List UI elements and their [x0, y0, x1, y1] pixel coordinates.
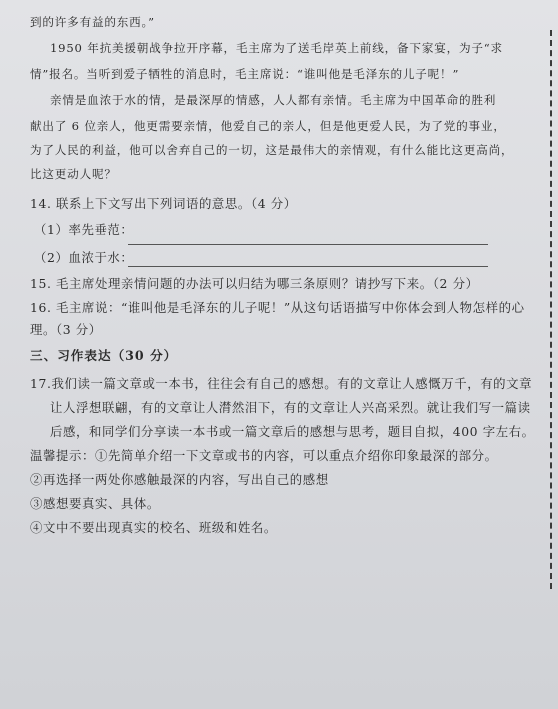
question-14-item-1: （1）率先垂范： — [34, 222, 134, 237]
section-3-heading: 三、习作表达（30 分） — [30, 348, 178, 363]
passage-line-5: 献出了 6 位亲人，他更需要亲情，他爱自己的亲人，但是他更爱人民，为了党的事业， — [30, 119, 506, 133]
passage-line-4: 亲情是血浓于水的情，是最深厚的情感，人人都有亲情。毛主席为中国革命的胜利 — [50, 93, 497, 107]
passage-line-7: 比这更动人呢？ — [30, 167, 117, 181]
question-17-line-2: 让人浮想联翩，有的文章让人潸然泪下，有的文章让人兴高采烈。就让我们写一篇读 — [50, 400, 531, 415]
tip-4: ④文中不要出现真实的校名、班级和姓名。 — [30, 520, 277, 535]
answer-blank-14-2[interactable] — [128, 266, 488, 267]
question-17-line-3: 后感，和同学们分享读一本书或一篇文章后的感想与思考，题目自拟，400 字左右。 — [50, 424, 535, 439]
passage-line-1: 到的许多有益的东西。” — [30, 15, 155, 29]
answer-blank-14-1[interactable] — [128, 244, 488, 245]
question-14: 14. 联系上下文写出下列词语的意思。（4 分） — [30, 196, 297, 211]
tip-2: ②再选择一两处你感触最深的内容，写出自己的感想 — [30, 472, 329, 487]
binding-margin-line — [550, 30, 552, 589]
passage-line-2: 1950 年抗美援朝战争拉开序幕，毛主席为了送毛岸英上前线，备下家宴，为子“求 — [50, 41, 503, 55]
question-17-line-1: 17.我们读一篇文章或一本书，往往会有自己的感想。有的文章让人感慨万千，有的文章 — [30, 376, 533, 391]
tip-intro: 温馨提示：①先简单介绍一下文章或书的内容，可以重点介绍你印象最深的部分。 — [30, 448, 498, 463]
question-15: 15. 毛主席处理亲情问题的办法可以归结为哪三条原则？请抄写下来。（2 分） — [30, 276, 479, 291]
question-16-line-1: 16. 毛主席说：“谁叫他是毛泽东的儿子呢！”从这句话语描写中你体会到人物怎样的心 — [30, 300, 525, 315]
question-14-item-2: （2）血浓于水： — [34, 250, 134, 265]
question-16-line-2: 理。（3 分） — [30, 322, 102, 337]
tip-3: ③感想要真实、具体。 — [30, 496, 160, 511]
passage-line-3: 情”报名。当听到爱子牺牲的消息时，毛主席说：“谁叫他是毛泽东的儿子呢！” — [30, 67, 460, 81]
passage-line-6: 为了人民的利益，他可以舍弃自己的一切，这是最伟大的亲情观，有什么能比这更高尚， — [30, 143, 514, 157]
